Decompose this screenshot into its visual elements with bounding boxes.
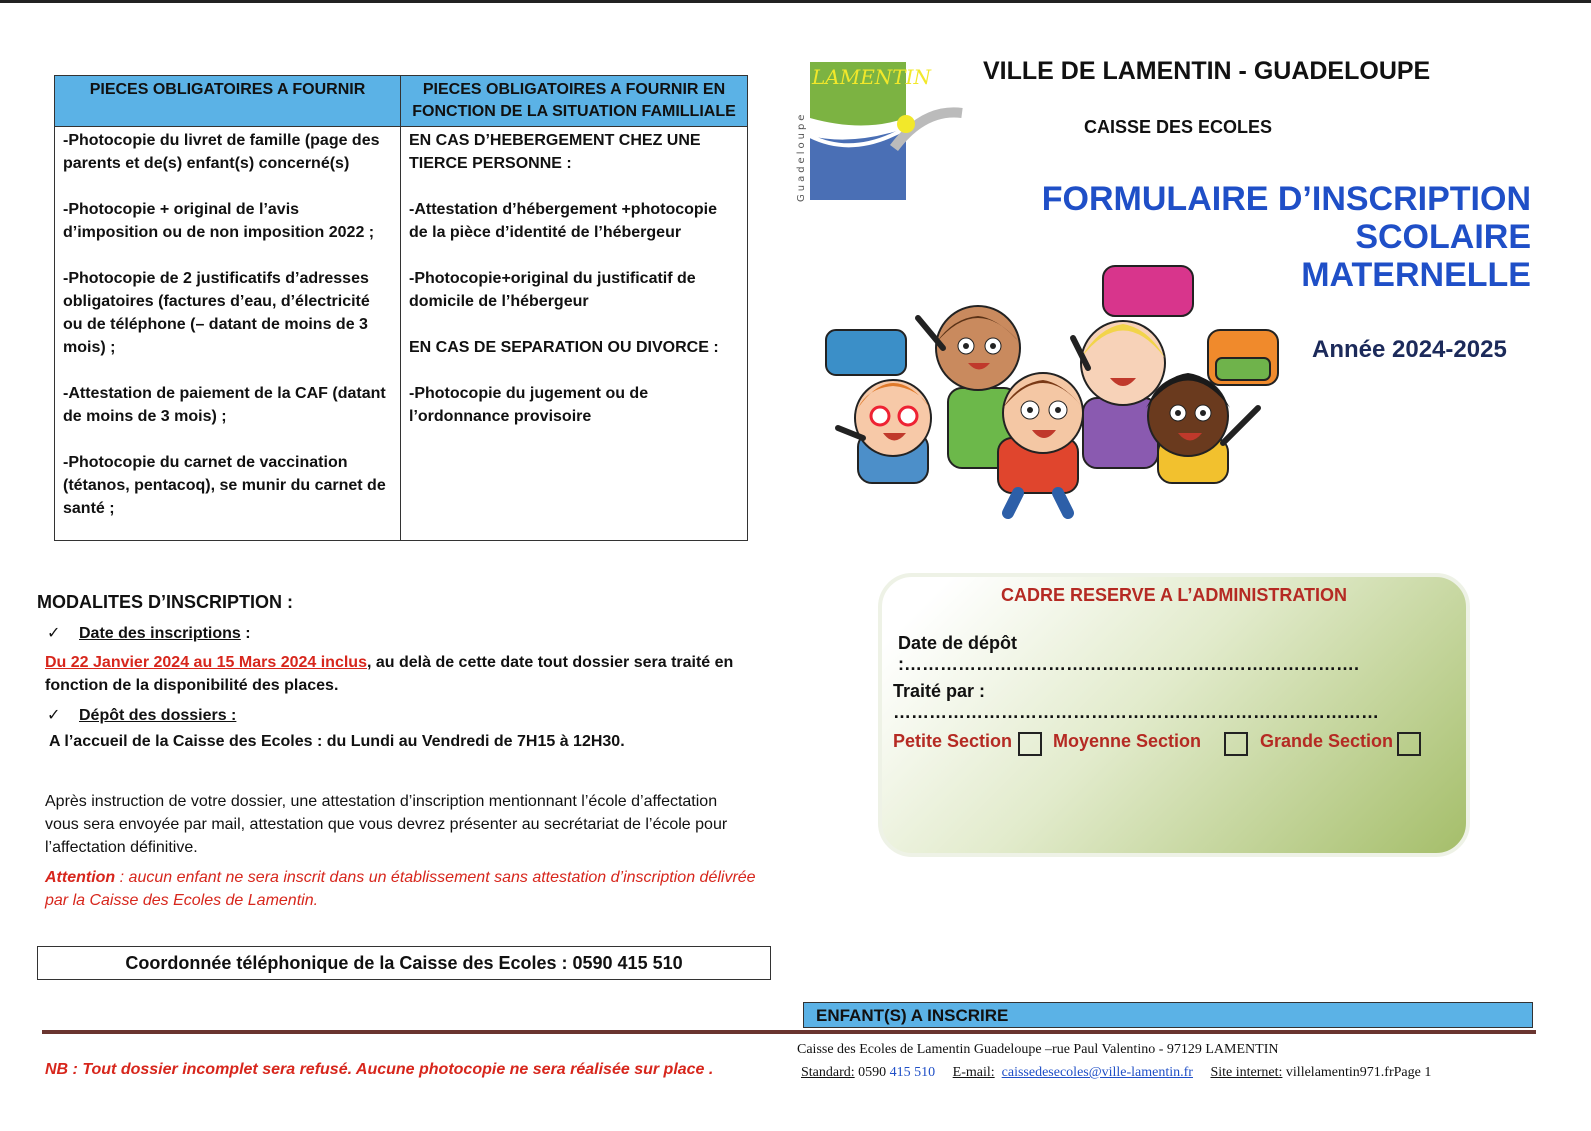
site-link[interactable]: villelamentin971.fr	[1282, 1065, 1394, 1080]
caisse-title: CAISSE DES ECOLES	[1084, 117, 1273, 137]
footer-address: Caisse des Ecoles de Lamentin Guadeloupe –rue Paul Valentino - 97129 LAMENTIN	[797, 1042, 1279, 1057]
list-item: -Photocopie de 2 justificatifs d’adresses obligatoires (factures d’eau, d’électricité ou de téléphone (– datant de moins de 3 mois) ;	[63, 270, 370, 356]
admin-frame	[878, 573, 1470, 857]
school-year: Année 2024-2025	[1312, 336, 1507, 363]
top-border	[0, 0, 1591, 3]
standard-number-a: 0590	[854, 1065, 890, 1080]
list-item: -Photocopie du livret de famille (page des parents et de(s) enfant(s) concerné(s)	[63, 132, 380, 172]
list-item: -Attestation de paiement de la CAF (datant de moins de 3 mois) ;	[63, 385, 386, 425]
standard-number-b: 415 510	[889, 1065, 936, 1080]
date-depot-field[interactable]: Date de dépôt :………………………………………………………………….	[898, 633, 1359, 674]
attention-label: Attention	[45, 869, 116, 886]
lamentin-logo	[794, 58, 966, 208]
attention-text	[45, 866, 765, 912]
general-documents-cell	[55, 127, 401, 541]
grande-section-label: Grande Section	[1260, 731, 1394, 751]
site-label: Site internet:	[1210, 1065, 1283, 1080]
date-inscriptions-text	[45, 651, 775, 697]
table-header-family: PIECES OBLIGATOIRES A FOURNIR EN FONCTION DE LA SITUATION FAMILLIALE	[401, 76, 748, 127]
footer-contact	[801, 1065, 1431, 1081]
logo-vertical-text: Guadeloupe	[796, 111, 807, 202]
list-item: -Photocopie du jugement ou de l’ordonnance provisoire	[409, 385, 649, 425]
ville-title: VILLE DE LAMENTIN - GUADELOUPE	[983, 57, 1431, 85]
traite-par-field[interactable]: Traité par : ………………………………………………………………………	[893, 681, 1379, 722]
list-item: EN CAS D’HEBERGEMENT CHEZ UNE TIERCE PERSONNE :	[409, 132, 701, 172]
date-inscriptions-item	[47, 623, 251, 643]
table-row	[55, 127, 748, 541]
depot-dossiers-text: A l’accueil de la Caisse des Ecoles : du Lundi au Vendredi de 7H15 à 12H30.	[49, 733, 625, 750]
family-documents-cell	[401, 127, 748, 541]
email-link[interactable]: caissedesecoles@ville-lamentin.fr	[1001, 1065, 1193, 1080]
moyenne-section-label: Moyenne Section	[1053, 731, 1202, 751]
grande-section-checkbox[interactable]	[1397, 732, 1421, 756]
check-icon: ✓	[47, 707, 61, 724]
date-range-rest: , au delà de cette date tout dossier sera traité en fonction de la disponibilité des places.	[45, 654, 734, 694]
phone-contact-box: Coordonnée téléphonique de la Caisse des Ecoles : 0590 415 510	[37, 946, 771, 980]
page-number: Page 1	[1393, 1065, 1432, 1080]
form-title-line-3: MATERNELLE	[1301, 256, 1531, 294]
date-inscriptions-label: Date des inscriptions	[79, 625, 241, 642]
depot-dossiers-label: Dépôt des dossiers :	[79, 707, 237, 724]
form-title-line-2: SCOLAIRE	[1355, 218, 1531, 256]
modalites-title: MODALITES D’INSCRIPTION :	[37, 592, 293, 612]
date-range: Du 22 Janvier 2024 au 15 Mars 2024 inclus	[45, 654, 367, 671]
list-item: -Photocopie + original de l’avis d’imposition ou de non imposition 2022 ;	[63, 201, 375, 241]
nb-note: NB : Tout dossier incomplet sera refusé. Aucune photocopie ne sera réalisée sur place .	[45, 1061, 714, 1078]
enfants-a-inscrire-bar: ENFANT(S) A INSCRIRE	[803, 1002, 1533, 1028]
list-item: -Attestation d’hébergement +photocopie de la pièce d’identité de l’hébergeur	[409, 201, 718, 241]
attention-body: : aucun enfant ne sera inscrit dans un établissement sans attestation d’inscription délivrée par la Caisse des Ecoles de Lamentin.	[45, 869, 756, 909]
table-header-general: PIECES OBLIGATOIRES A FOURNIR	[55, 76, 401, 127]
list-item: -Photocopie du carnet de vaccination (tétanos, pentacoq), se munir du carnet de santé ;	[63, 454, 386, 517]
logo-text: LAMENTIN	[812, 65, 932, 89]
children-illustration	[818, 258, 1298, 520]
check-icon: ✓	[47, 625, 61, 642]
table-header-row	[55, 76, 748, 127]
required-documents-table	[54, 75, 748, 541]
form-title-line-1: FORMULAIRE D’INSCRIPTION	[1041, 180, 1531, 218]
email-label: E-mail:	[952, 1065, 995, 1080]
petite-section-label: Petite Section	[893, 731, 1013, 751]
moyenne-section-checkbox[interactable]	[1224, 732, 1248, 756]
petite-section-checkbox[interactable]	[1018, 732, 1042, 756]
admin-title: CADRE RESERVE A L’ADMINISTRATION	[1000, 585, 1348, 605]
depot-dossiers-item	[47, 705, 236, 725]
standard-label: Standard:	[801, 1065, 855, 1080]
date-inscriptions-colon: :	[240, 625, 251, 642]
apres-instruction-text: Après instruction de votre dossier, une attestation d’inscription mentionnant l’école d’affectation vous sera envoyée par mail, attestation que vous devrez présenter au secrétariat de l’école pour l’affectation définitive.	[45, 793, 728, 856]
list-item: EN CAS DE SEPARATION OU DIVORCE :	[409, 339, 719, 356]
footer-rule	[42, 1030, 1536, 1034]
list-item: -Photocopie+original du justificatif de domicile de l’hébergeur	[409, 270, 696, 310]
